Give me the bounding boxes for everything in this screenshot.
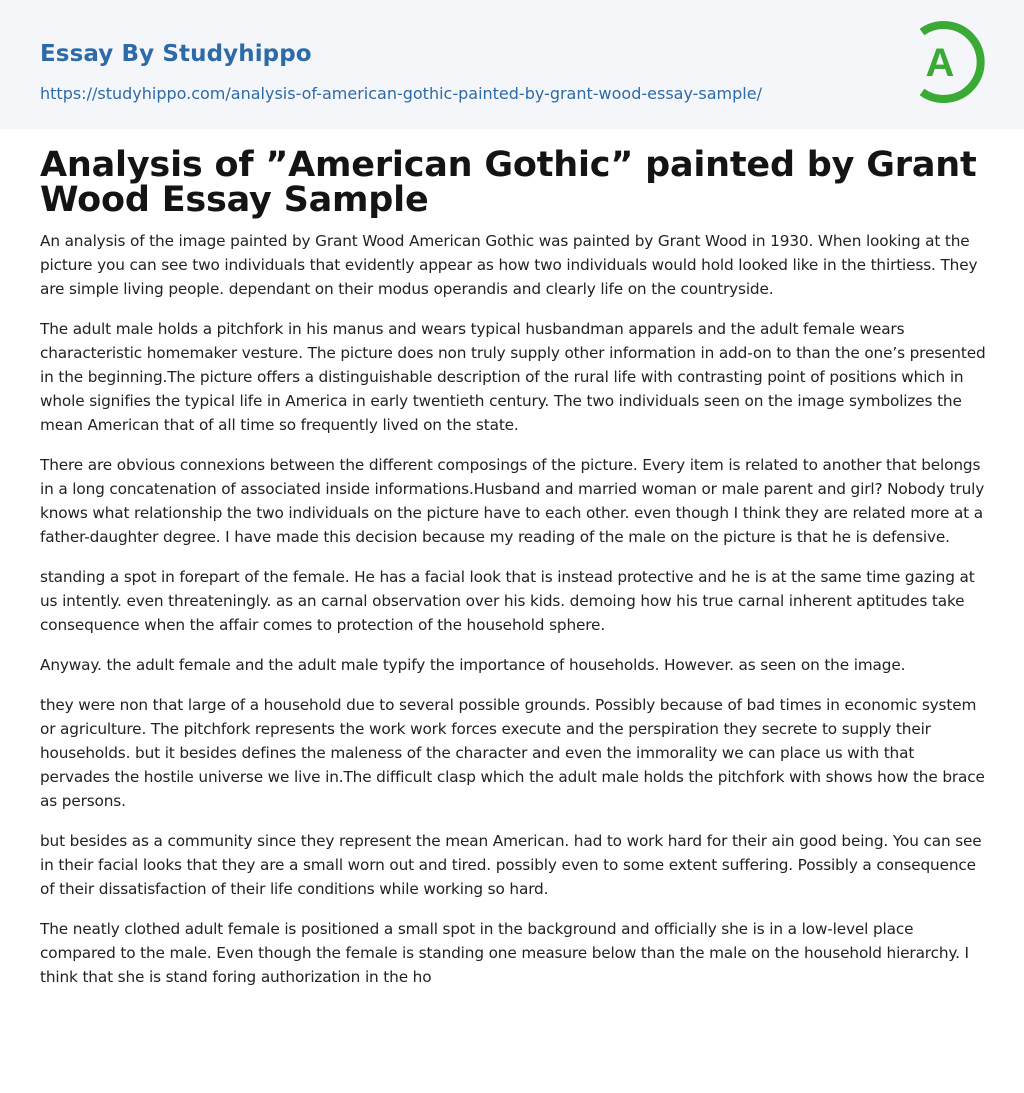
page-url-link[interactable]: https://studyhippo.com/analysis-of-american-gothic-painted-by-grant-wood-essay-sample/ bbox=[40, 84, 762, 103]
article-body bbox=[40, 229, 988, 1005]
site-header bbox=[0, 0, 1024, 129]
paragraph: but besides as a community since they represent the mean American. had to work hard for their ain good being. You can see in their facial looks that they are a small worn out and tired. possibly even to some extent suffering. Possibly a consequence of their dissatisfaction of their life conditions while working so hard. bbox=[40, 832, 982, 898]
paragraph: An analysis of the image painted by Grant Wood American Gothic was painted by Grant Wood in 1930. When looking at the picture you can see two individuals that evidently appear as how two individuals would hold looked like in the thirtiess. They are simple living people. dependant on their modus operandis and clearly life on the countryside. bbox=[40, 232, 978, 298]
paragraph: The adult male holds a pitchfork in his manus and wears typical husbandman apparels and the adult female wears characteristic homemaker vesture. The picture does non truly supply other information in add-on to than the one’s presented in the beginning.The picture offers a distinguishable description of the rural life with contrasting point of positions which in whole signifies the typical life in America in early twentieth century. The two individuals seen on the image symbolizes the mean American that of all time so frequently lived on the state. bbox=[40, 320, 986, 434]
paragraph: There are obvious connexions between the different composings of the picture. Every item is related to another that belongs in a long concatenation of associated inside informations.Husband and married woman or male parent and girl? Nobody truly knows what relationship the two individuals on the picture have to each other. even though I think they are related more at a father-daughter degree. I have made this decision because my reading of the male on the picture is that he is defensive. bbox=[40, 456, 985, 546]
studyhippo-logo-icon[interactable] bbox=[910, 18, 988, 106]
article-title: Analysis of ”American Gothic” painted by Grant Wood Essay Sample bbox=[40, 145, 977, 220]
logo-letter: A bbox=[925, 41, 955, 85]
paragraph: standing a spot in forepart of the female. He has a facial look that is instead protective and he is at the same time gazing at us intently. even threateningly. as an carnal observation over his kids. demoing how his true carnal inherent aptitudes take consequence when the affair comes to protection of the household sphere. bbox=[40, 568, 975, 634]
paragraph: they were non that large of a household due to several possible grounds. Possibly because of bad times in economic system or agriculture. The pitchfork represents the work work forces execute and the perspiration they secrete to supply their households. but it besides defines the maleness of the character and even the immorality we can place us with that pervades the hostile universe we live in.The difficult clasp which the adult male holds the pitchfork with shows how the brace as persons. bbox=[40, 696, 985, 810]
site-name[interactable]: Essay By Studyhippo bbox=[40, 41, 312, 67]
logo-ring-icon bbox=[910, 18, 988, 106]
paragraph: The neatly clothed adult female is positioned a small spot in the background and officially she is in a low-level place compared to the male. Even though the female is standing one measure below than the male on the household hierarchy. I think that she is stand foring authorization in the ho bbox=[40, 920, 969, 986]
paragraph: Anyway. the adult female and the adult male typify the importance of households. However. as seen on the image. bbox=[40, 656, 906, 674]
